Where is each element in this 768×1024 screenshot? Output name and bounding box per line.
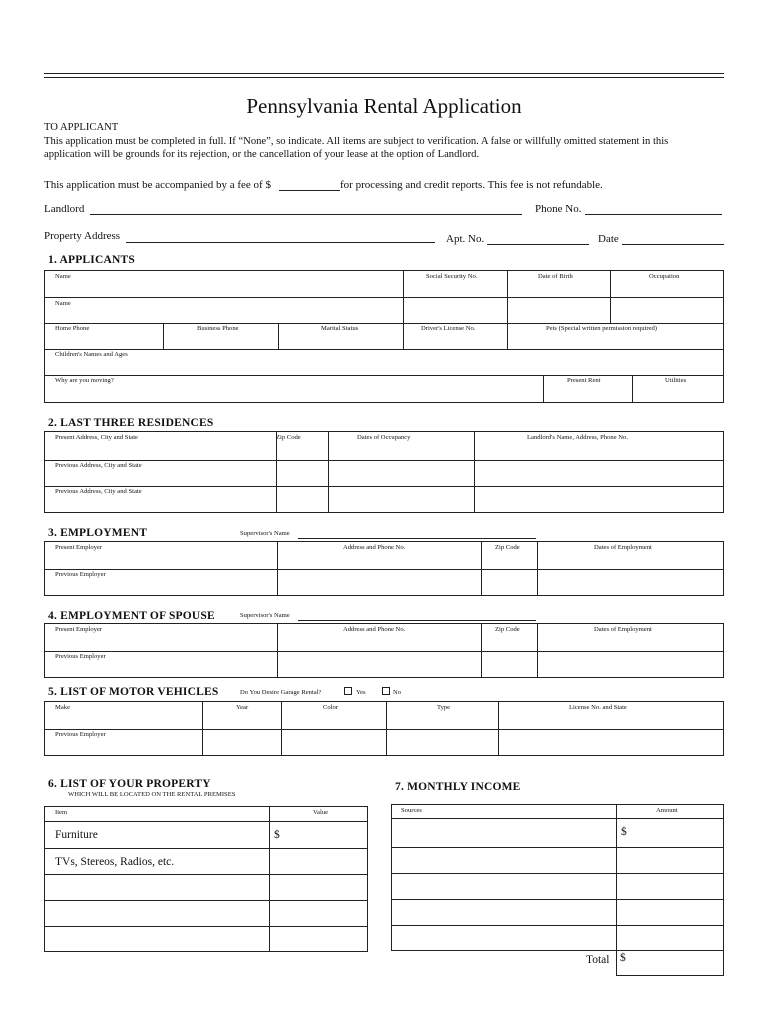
present-employer-label: Present Employer: [55, 544, 103, 551]
top-rule-1: [44, 73, 724, 74]
section-2-title: 2. LAST THREE RESIDENCES: [48, 417, 214, 429]
landlord-label: Landlord: [44, 203, 85, 215]
residences-row-line: [44, 486, 724, 487]
emp-dates-label: Dates of Employment: [594, 544, 652, 551]
vehicles-col-line: [202, 701, 203, 756]
name-label: Name: [55, 273, 71, 280]
vehicles-col-line: [498, 701, 499, 756]
fee-field[interactable]: [279, 189, 340, 191]
value-label: Value: [313, 809, 329, 816]
property-row-line: [44, 874, 368, 875]
intro-line-1: This application must be completed in full. If “None”, so indicate. All items are subject to verification. A false or willfully omitted statement in this: [44, 136, 669, 147]
garage-no-checkbox[interactable]: [382, 687, 390, 695]
business-phone-label: Business Phone: [197, 325, 239, 332]
applicants-col-line: [632, 375, 633, 403]
garage-no-label: No: [393, 689, 402, 696]
spouse-row-line: [44, 651, 724, 652]
type-label: Type: [437, 704, 451, 711]
phone-field[interactable]: [585, 213, 722, 215]
vehicles-col-line: [386, 701, 387, 756]
spouse-address-label: Address and Phone No.: [343, 626, 406, 633]
spouse-col-line: [277, 623, 278, 678]
present-address-label: Present Address, City and State: [55, 434, 138, 441]
spouse-col-line: [481, 623, 482, 678]
section-7-title: 7. MONTHLY INCOME: [395, 781, 521, 793]
home-phone-label: Home Phone: [55, 325, 90, 332]
color-label: Color: [323, 704, 339, 711]
applicants-col-line: [507, 270, 508, 350]
garage-yes-label: Yes: [356, 689, 366, 696]
tvs-label: TVs, Stereos, Radios, etc.: [55, 856, 175, 868]
spouse-previous-employer-label: Previous Employer: [55, 653, 106, 660]
occupancy-label: Dates of Occupancy: [357, 434, 411, 441]
pets-label: Pets (Special written permission required): [546, 325, 657, 332]
apt-label: Apt. No.: [446, 233, 485, 245]
spouse-supervisor-label: Supervisor's Name: [240, 612, 290, 619]
prev-address-2-label: Previous Address, City and State: [55, 488, 142, 495]
garage-question: Do You Desire Garage Rental?: [240, 689, 322, 696]
spouse-col-line: [537, 623, 538, 678]
occupation-label: Occupation: [649, 273, 680, 280]
section-5-title: 5. LIST OF MOTOR VEHICLES: [48, 686, 219, 698]
prev-address-1-label: Previous Address, City and State: [55, 462, 142, 469]
previous-employer-label: Previous Employer: [55, 571, 106, 578]
applicants-row-line: [44, 349, 724, 350]
section-6-title: 6. LIST OF YOUR PROPERTY: [48, 778, 211, 790]
income-total-box[interactable]: [616, 950, 724, 976]
children-label: Children's Names and Ages: [55, 351, 128, 358]
property-address-field[interactable]: [126, 241, 435, 243]
property-col-line: [269, 806, 270, 952]
section-6-subtitle: WHICH WILL BE LOCATED ON THE RENTAL PREMISES: [68, 791, 236, 798]
spouse-dates-label: Dates of Employment: [594, 626, 652, 633]
applicants-col-line: [610, 270, 611, 324]
residences-col-line: [328, 431, 329, 513]
property-table: [44, 806, 368, 952]
res-zip-label: Zip Code: [276, 434, 301, 441]
furniture-label: Furniture: [55, 829, 98, 841]
employment-col-line: [537, 541, 538, 596]
income-row-line: [391, 899, 724, 900]
vehicles-col-line: [281, 701, 282, 756]
sources-label: Sources: [401, 807, 422, 814]
phone-label: Phone No.: [535, 203, 582, 215]
applicants-col-line: [163, 323, 164, 350]
section-3-title: 3. EMPLOYMENT: [48, 527, 148, 539]
emp-zip-label: Zip Code: [495, 544, 520, 551]
property-address-label: Property Address: [44, 230, 121, 242]
furniture-dollar: $: [274, 829, 280, 841]
spouse-present-employer-label: Present Employer: [55, 626, 103, 633]
rent-label: Present Rent: [567, 377, 601, 384]
supervisor-label: Supervisor's Name: [240, 530, 290, 537]
make-label: Make: [55, 704, 71, 711]
income-row-line: [391, 873, 724, 874]
res-landlord-label: Landlord's Name, Address, Phone No.: [527, 434, 628, 441]
total-label: Total: [586, 954, 610, 966]
residences-col-line: [474, 431, 475, 513]
income-row-line: [391, 847, 724, 848]
applicants-row-line: [44, 323, 724, 324]
vehicle-license-label: License No. and State: [569, 704, 627, 711]
item-label: Item: [55, 809, 68, 816]
employment-col-line: [481, 541, 482, 596]
apt-field[interactable]: [487, 243, 589, 245]
page-title: Pennsylvania Rental Application: [246, 94, 522, 118]
applicants-table: [44, 270, 724, 403]
intro-line-2: application will be grounds for its rejection, or the cancellation of your lease at the option of Landlord.: [44, 149, 480, 160]
spouse-zip-label: Zip Code: [495, 626, 520, 633]
garage-yes-checkbox[interactable]: [344, 687, 352, 695]
date-field[interactable]: [622, 243, 724, 245]
marital-label: Marital Status: [321, 325, 359, 332]
fee-text-a: This application must be accompanied by a fee of $: [44, 179, 271, 191]
applicants-row-line: [44, 375, 724, 376]
emp-address-label: Address and Phone No.: [343, 544, 406, 551]
property-row-line: [44, 848, 368, 849]
top-rule-2: [44, 77, 724, 78]
applicants-col-line: [403, 270, 404, 350]
year-label: Year: [236, 704, 249, 711]
license-label: Driver's License No.: [421, 325, 476, 332]
date-label: Date: [598, 233, 619, 245]
amount-label: Amount: [656, 807, 678, 814]
residences-row-line: [44, 460, 724, 461]
fee-text-b: for processing and credit reports. This fee is not refundable.: [340, 179, 603, 191]
name2-label: Name: [55, 300, 71, 307]
applicants-col-line: [278, 323, 279, 350]
intro-heading: TO APPLICANT: [44, 122, 119, 133]
property-row-line: [44, 900, 368, 901]
property-row-line: [44, 821, 368, 822]
section-4-title: 4. EMPLOYMENT OF SPOUSE: [48, 610, 215, 622]
vehicles-row-line: [44, 729, 724, 730]
ssn-label: Social Security No.: [426, 273, 478, 280]
vehicle-previous-label: Previous Employer: [55, 731, 106, 738]
section-1-title: 1. APPLICANTS: [48, 254, 135, 266]
applicants-row-line: [44, 297, 724, 298]
property-row-line: [44, 926, 368, 927]
dob-label: Date of Birth: [538, 273, 573, 280]
income-dollar: $: [621, 826, 627, 838]
residences-col-line: [276, 431, 277, 513]
spouse-supervisor-field[interactable]: [298, 619, 536, 621]
employment-row-line: [44, 569, 724, 570]
income-row-line: [391, 818, 724, 819]
employment-col-line: [277, 541, 278, 596]
landlord-field[interactable]: [90, 213, 522, 215]
utilities-label: Utilities: [665, 377, 687, 384]
total-dollar: $: [620, 952, 626, 964]
income-row-line: [391, 925, 724, 926]
income-table: [391, 804, 724, 951]
moving-label: Why are you moving?: [55, 377, 114, 384]
applicants-col-line: [543, 375, 544, 403]
residences-table: [44, 431, 724, 513]
supervisor-field[interactable]: [298, 537, 536, 539]
